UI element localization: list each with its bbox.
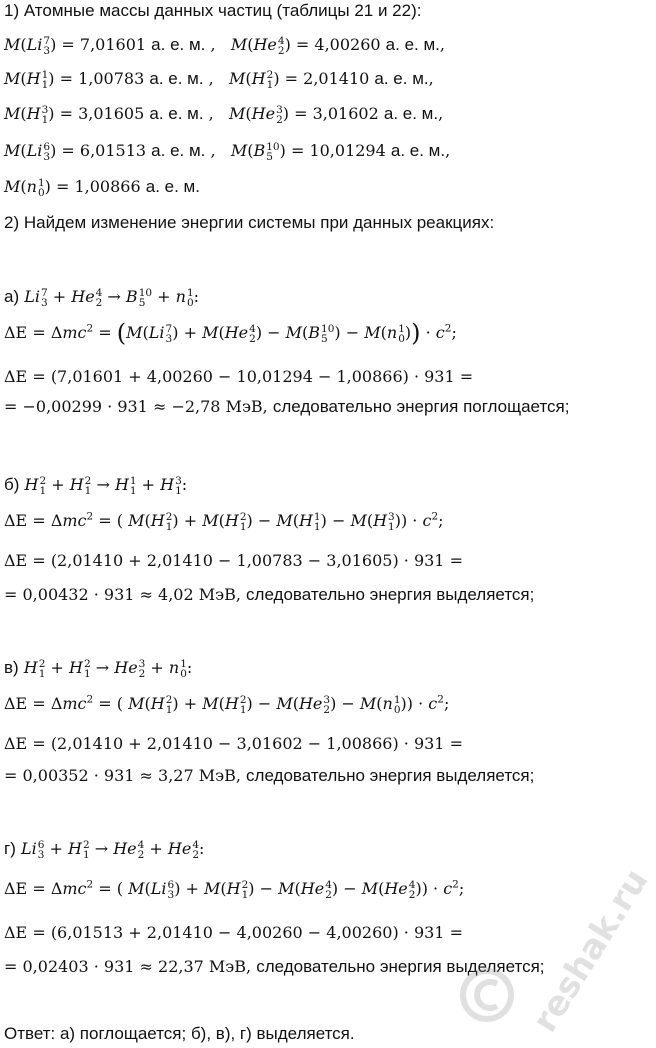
reaction-g-calc: ΔE = (6,01513 + 2,01410 − 4,00260 − 4,00260) · 931 = (4, 923, 463, 942)
reaction-a-label: а) (4, 287, 20, 306)
reaction-v-formula: ΔE = Δmc$^2$ = ( M(H 2 1 ) + M(H 2 1 ) − M(He 3 2 ) − M(n 1 0 )) · $c^2$; (4, 693, 450, 716)
unit-label: а. е. м. (149, 69, 204, 88)
unit-label: а. е. м. (374, 69, 429, 88)
mass-row-1: M(Li 7 3 ) = 7,01601 а. е. м. , M(He 4 2 ) = 4,00260 а. е. м., (4, 34, 445, 57)
reaction-a-conclusion: следовательно энергия поглощается; (272, 397, 570, 416)
reaction-a-calc: ΔE = (7,01601 + 4,00260 − 10,01294 − 1,00866) · 931 = (4, 367, 474, 386)
mass-row-3: M(H 3 1 ) = 3,01605 а. е. м. , M(He 3 2 ) = 3,01602 а. е. м., (4, 103, 444, 126)
reaction-g-conclusion: следовательно энергия выделяется; (256, 957, 545, 976)
unit-label: а. е. м. (385, 35, 440, 54)
reaction-v-result: = 0,00352 · 931 ≈ 3,27 МэВ, (4, 766, 241, 785)
unit-label: а. е. м. (151, 141, 206, 160)
mass-row-5: M(n 1 0 ) = 1,00866 а. е. м. (4, 176, 200, 199)
reaction-g-equation: г) Li 6 3 + H 2 1 → He 4 2 + He 4 2 : (4, 838, 205, 861)
mass-h1: 1,00783 (78, 69, 145, 88)
mass-he3: 3,01602 (312, 104, 379, 123)
reaction-b-label: б) (4, 475, 20, 494)
reaction-b-equation: б) H 2 1 + H 2 1 → H 1 1 + H 3 1 : (4, 474, 188, 497)
unit-label: а. е. м. (145, 177, 200, 196)
section1-header: 1) Атомные массы данных частиц (таблицы 21 и 22): (4, 1, 422, 20)
mass-he4: 4,00260 (314, 35, 381, 54)
reaction-a-formula: ΔE = Δmc$^2$ = (M(Li 7 3 ) + M(He 4 2 ) − M(B 10 5 ) − M(n 1 0 )) · $c^2$; (4, 319, 457, 347)
reaction-g-formula: ΔE = Δmc$^2$ = ( M(Li 6 3 ) + M(H 2 1 ) − M(He 4 2 ) − M(He 4 2 )) · $c^2$; (4, 878, 465, 901)
reaction-b-result: = 0,00432 · 931 ≈ 4,02 МэВ, (4, 585, 241, 604)
reaction-g-result-line (4, 956, 545, 978)
unit-label: а. е. м. (383, 104, 439, 123)
reaction-v-equation: в) H 2 1 + H 2 1 → He 3 2 + n 1 0 : (4, 657, 193, 680)
reaction-g-label: г) (4, 839, 16, 858)
watermark-text: reshak.ru (525, 862, 656, 1040)
mass-li6: 6,01513 (79, 141, 147, 160)
reaction-v-conclusion: следовательно энергия выделяется; (246, 766, 535, 785)
unit-label: а. е. м. (151, 35, 206, 54)
reaction-b-conclusion: следовательно энергия выделяется; (246, 585, 535, 604)
mass-n1: 1,00866 (74, 177, 141, 196)
mass-row-4: M(Li 6 3 ) = 6,01513 а. е. м. , M(B 10 5 ) = 10,01294 а. е. м., (4, 140, 451, 163)
mass-h2: 2,01410 (303, 69, 370, 88)
reaction-b-calc: ΔE = (2,01410 + 2,01410 − 1,00783 − 3,01605) · 931 = (4, 551, 463, 570)
unit-label: а. е. м. (390, 141, 446, 160)
section2-header: 2) Найдем изменение энергии системы при данных реакциях: (4, 213, 495, 232)
reaction-v-calc: ΔE = (2,01410 + 2,01410 − 3,01602 − 1,00866) · 931 = (4, 734, 463, 753)
reaction-a-result-line (4, 396, 569, 418)
mass-row-2: M(H 1 1 ) = 1,00783 а. е. м. , M(H 2 1 ) = 2,01410 а. е. м., (4, 68, 434, 91)
reaction-g-result: = 0,02403 · 931 ≈ 22,37 МэВ, (4, 957, 252, 976)
reaction-v-result-line (4, 765, 534, 787)
reaction-a-equation: а) Li 7 3 + He 4 2 → B 10 5 + n 1 0 : (4, 286, 200, 309)
mass-b10: 10,01294 (309, 141, 386, 160)
reaction-a-result: = −0,00299 · 931 ≈ −2,78 МэВ, (4, 397, 268, 416)
answer-line: Ответ: а) поглощается; б), в), г) выделяется. (4, 1024, 355, 1043)
unit-label: а. е. м. (149, 104, 204, 123)
reaction-b-formula: ΔE = Δmc$^2$ = ( M(H 2 1 ) + M(H 2 1 ) − M(H 1 1 ) − M(H 3 1 )) · $c^2$; (4, 510, 444, 533)
reaction-b-result-line (4, 584, 534, 606)
mass-h3: 3,01605 (78, 104, 145, 123)
mass-li7: 7,01601 (79, 35, 147, 54)
reaction-v-label: в) (4, 658, 19, 677)
